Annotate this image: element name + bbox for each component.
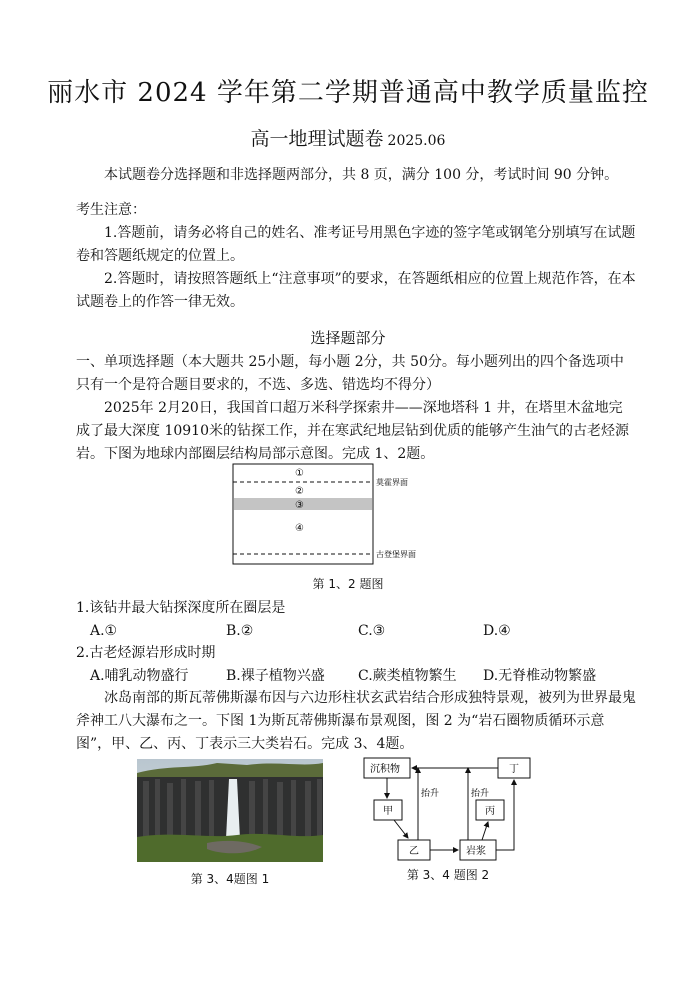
page-title: 丽水市 2024 学年第二学期普通高中教学质量监控 xyxy=(47,78,649,108)
layer-label-3: ③ xyxy=(295,500,304,511)
q1-option-c: C.③ xyxy=(358,623,386,639)
section-title: 选择题部分 xyxy=(310,329,386,347)
arrow-jia-yi xyxy=(394,820,408,838)
q1-option-a: A.① xyxy=(90,623,118,639)
uplift-label-1: 抬升 xyxy=(421,789,440,799)
passage-1: 2025年 2月20日，我国首口超万米科学探索井——深地塔科 1 井，在塔里木盆地完成了最大深度 10910米的钻探工作，并在寒武纪地层钻到优质的能够产生油气的古老烃源岩。下图为地球内部圈层结构局部示意图。完成 1、2题。 xyxy=(76,400,629,462)
layer-label-4: ④ xyxy=(295,523,304,534)
yi-label: 乙 xyxy=(409,846,419,857)
diagram-frame xyxy=(233,464,373,564)
q2-option-d: D.无脊椎动物繁盛 xyxy=(483,668,597,684)
earth-layers-diagram xyxy=(225,463,445,568)
passage-2: 冰岛南部的斯瓦蒂佛斯瀑布因与六边形柱状玄武岩结合形成独特景观，被列为世界最鬼斧神工八大瀑布之一。下图 1为斯瓦蒂佛斯瀑布景观图，图 2 为“岩石圈物质循环示意图”，甲、乙、丙、丁表示三大类岩石。完成 3、4题。 xyxy=(76,690,636,752)
gutenberg-label: 古登堡界面 xyxy=(376,550,416,559)
layer-label-2: ② xyxy=(295,486,304,497)
part1-heading: 一、单项选择题（本大题共 25小题，每小题 2分，共 50分。每小题列出的四个备选项中只有一个是符合题目要求的，不选、多选、错选均不得分） xyxy=(76,354,624,393)
bing-label: 丙 xyxy=(485,806,495,817)
subtitle-text: 高一地理试题卷 xyxy=(250,128,384,150)
moho-label: 莫霍界面 xyxy=(376,478,408,487)
page-subtitle xyxy=(0,126,696,154)
q2-stem: 2.古老烃源岩形成时期 xyxy=(76,645,216,661)
q1-stem: 1.该钻井最大钻探深度所在圈层是 xyxy=(76,600,286,616)
layer-label-1: ① xyxy=(295,468,304,479)
figure1-caption: 第 1、2 题图 xyxy=(312,577,384,591)
q1-option-d: D.④ xyxy=(483,623,511,639)
figure2-caption: 第 3、4题图 1 xyxy=(190,872,270,886)
figure3-caption: 第 3、4 题图 2 xyxy=(406,868,490,882)
exam-date: 2025.06 xyxy=(387,133,446,149)
notice-item-2: 2.答题时，请按照答题纸上“注意事项”的要求，在答题纸相应的位置上规范作答，在本试题卷上的作答一律无效。 xyxy=(76,271,636,310)
q1-option-b: B.② xyxy=(226,623,254,639)
q2-option-b: B.裸子植物兴盛 xyxy=(226,668,325,684)
notice-heading: 考生注意： xyxy=(76,202,146,218)
sediment-label: 沉积物 xyxy=(370,764,400,775)
jia-label: 甲 xyxy=(383,806,393,817)
waterfall-photo xyxy=(137,759,323,862)
notice-item-1: 1.答题前，请务必将自己的姓名、准考证号用黑色字迹的签字笔或钢笔分别填写在试题卷和答题纸规定的位置上。 xyxy=(76,225,636,264)
magma-label: 岩浆 xyxy=(466,846,486,857)
q2-option-a: A.哺乳动物盛行 xyxy=(90,668,189,684)
ding-label: 丁 xyxy=(509,764,519,775)
uplift-label-2: 抬升 xyxy=(471,789,490,799)
rock-cycle-diagram xyxy=(358,754,538,864)
intro-text: 本试题卷分选择题和非选择题两部分，共 8 页，满分 100 分，考试时间 90 分钟。 xyxy=(104,167,619,183)
arrow-magma-bing xyxy=(482,822,488,840)
q2-option-c: C.蕨类植物繁生 xyxy=(358,668,457,684)
